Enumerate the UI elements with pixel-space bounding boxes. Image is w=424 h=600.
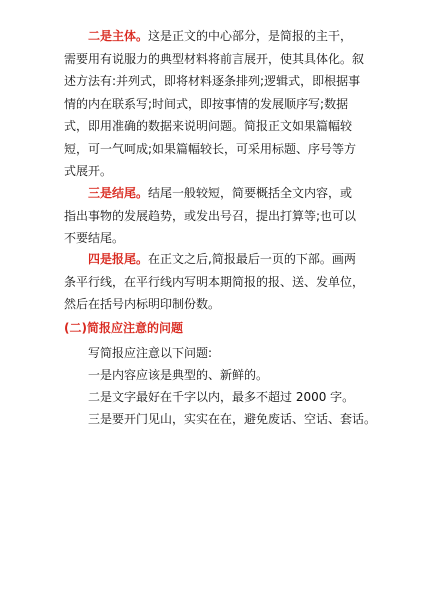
paragraph-lead: 四是报尾。 [88, 252, 149, 266]
list-line-3: 三是要开门见山，实实在在，避免废话、空话、套话。 [88, 412, 377, 426]
paragraph-text: 这是正文的中心部分，是简报的主干，需要用有说服力的典型材料将前言展开，使其具体化。叙述方法有:并列式，即将材料逐条排列;逻辑式，即根据事情的内在联系写;时间式，即按事情的发展顺序写;数据式，即用准确的数据来说明问题。简报正文如果篇幅较短，可一气呵成;如果篇幅较长，可采用标题、序号等方式展开。 [64, 29, 365, 178]
paragraph-report-footer [64, 248, 364, 316]
paragraph-lead: 三是结尾。 [88, 186, 149, 200]
paragraph-text: 结尾一般较短，简要概括全文内容，或指出事物的发展趋势，或发出号召，提出打算等;也可以不要结尾。 [64, 186, 357, 245]
paragraph-lead: 二是主体。 [88, 29, 149, 43]
list-line-1: 一是内容应该是典型的、新鲜的。 [88, 368, 269, 382]
section-heading: (二)简报应注意的问题 [64, 321, 183, 335]
paragraph-ending [64, 182, 364, 250]
paragraph-main-body [64, 25, 364, 183]
paragraph-text: 在正文之后,简报最后一页的下部。画两条平行线，在平行线内写明本期简报的报、送、发单位，然后在括号内标明印制份数。 [64, 252, 365, 311]
list-line-intro: 写简报应注意以下问题: [88, 346, 213, 360]
list-line-2: 二是文字最好在千字以内，最多不超过 2000 字。 [88, 390, 355, 404]
